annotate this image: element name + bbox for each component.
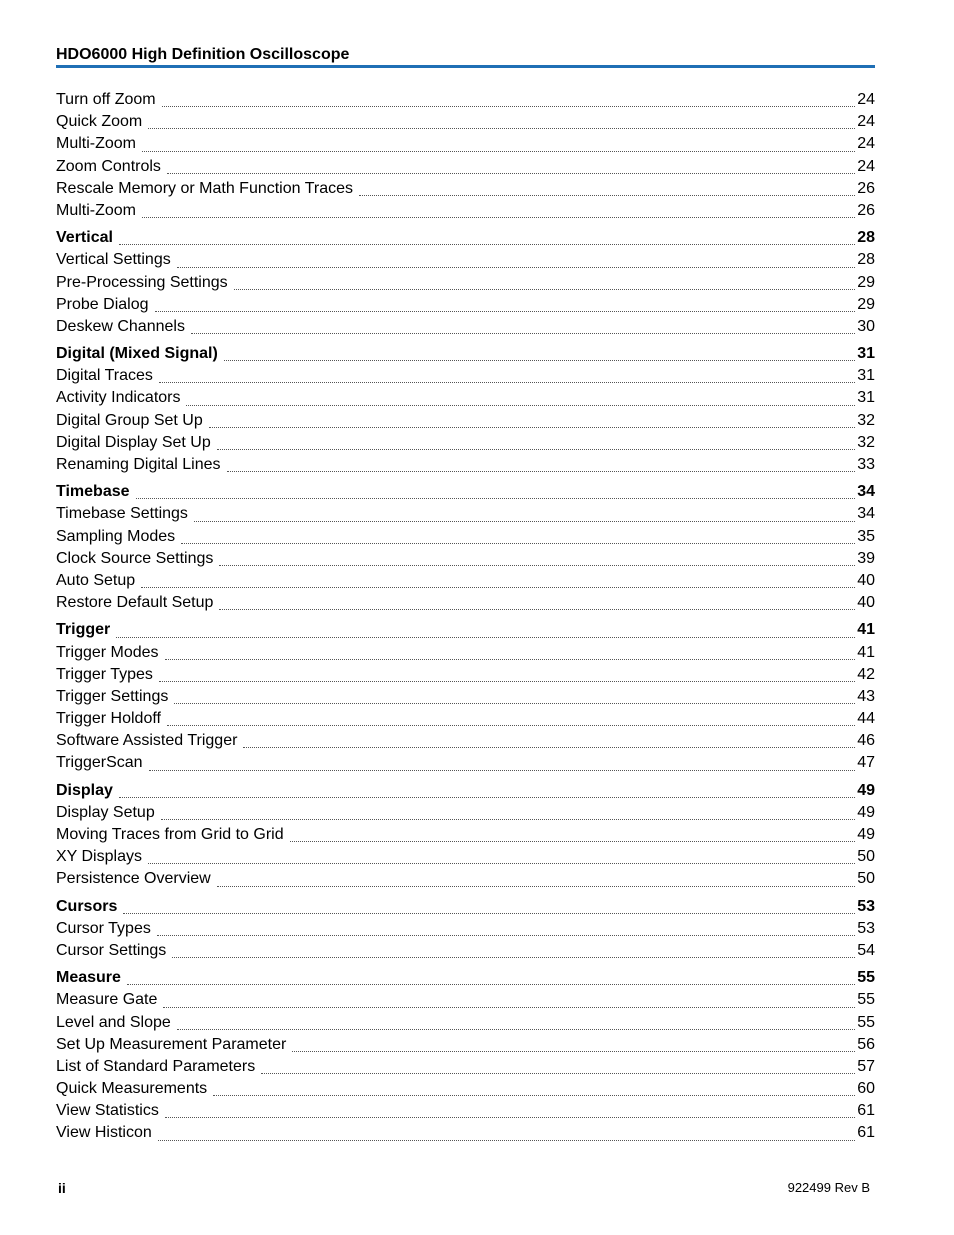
toc-entry-label: Cursor Types [56, 919, 151, 937]
toc-entry-label: Digital Display Set Up [56, 433, 211, 451]
toc-entry-page-number: 46 [857, 732, 875, 750]
toc-entry-page-number: 49 [857, 826, 875, 843]
dot-leader [136, 481, 858, 503]
dot-leader [142, 133, 857, 155]
toc-entry-page-number: 49 [857, 781, 875, 799]
toc-entry[interactable] [56, 526, 875, 548]
toc-entry[interactable] [56, 178, 875, 200]
toc-entry-label: Digital Group Set Up [56, 411, 203, 429]
toc-section-entry[interactable] [56, 619, 875, 641]
toc-entry-page-number: 55 [857, 991, 875, 1009]
toc-entry-page-number: 50 [857, 848, 875, 866]
dot-leader [159, 365, 857, 387]
toc-entry-label: Quick Zoom [56, 113, 143, 131]
toc-entry-label: Probe Dialog [56, 295, 149, 313]
toc-entry[interactable] [56, 387, 875, 409]
dot-leader [127, 967, 857, 989]
toc-entry-label: Trigger Settings [56, 687, 169, 705]
toc-entry-page-number: 61 [857, 1124, 875, 1142]
toc-entry-label: List of Standard Parameters [56, 1057, 256, 1075]
toc-section-entry[interactable] [56, 343, 875, 365]
toc-entry[interactable] [56, 156, 875, 178]
toc-entry-page-number: 34 [857, 483, 875, 501]
toc-group [56, 967, 875, 1145]
toc-entry-page-number: 28 [857, 229, 875, 247]
toc-entry-label: Persistence Overview [56, 870, 211, 888]
toc-entry-page-number: 53 [857, 897, 875, 915]
toc-entry-page-number: 26 [857, 201, 875, 219]
toc-group [56, 343, 875, 476]
dot-leader [191, 316, 857, 338]
dot-leader [155, 294, 858, 316]
toc-entry-label: Measure Gate [56, 991, 158, 1009]
toc-entry[interactable] [56, 1100, 875, 1122]
dot-leader [167, 708, 857, 730]
toc-entry-page-number: 31 [857, 345, 875, 363]
toc-entry-page-number: 42 [857, 665, 875, 683]
dot-leader [186, 387, 857, 409]
toc-entry-page-number: 35 [857, 527, 875, 545]
header-rule [56, 65, 875, 68]
toc-entry-page-number: 50 [857, 870, 875, 888]
dot-leader [219, 592, 857, 614]
toc-group [56, 481, 875, 614]
toc-entry-page-number: 55 [857, 1013, 875, 1031]
toc-entry-label: Vertical [56, 229, 113, 247]
toc-group [56, 780, 875, 891]
toc-entry-label: Zoom Controls [56, 157, 161, 175]
toc-entry-label: Trigger Holdoff [56, 710, 161, 728]
toc-entry-page-number: 33 [857, 456, 875, 473]
dot-leader [116, 619, 857, 641]
toc-entry[interactable] [56, 664, 875, 686]
page-header-title: HDO6000 High Definition Oscilloscope [56, 46, 350, 63]
toc-entry-label: Restore Default Setup [56, 594, 214, 612]
toc-group [56, 896, 875, 963]
dot-leader [359, 178, 857, 200]
toc-entry[interactable] [56, 365, 875, 387]
dot-leader [227, 454, 858, 476]
dot-leader [194, 503, 857, 525]
toc-entry-label: TriggerScan [56, 754, 143, 772]
dot-leader [181, 526, 857, 548]
dot-leader [217, 432, 857, 454]
toc-entry-page-number: 30 [857, 317, 875, 335]
dot-leader [165, 642, 858, 664]
toc-entry[interactable] [56, 454, 875, 476]
toc-entry-label: Pre-Processing Settings [56, 273, 228, 291]
toc-section-entry[interactable] [56, 481, 875, 503]
dot-leader [141, 570, 857, 592]
toc-entry[interactable] [56, 940, 875, 962]
toc-entry-label: View Histicon [56, 1124, 152, 1142]
toc-entry-page-number: 24 [857, 135, 875, 153]
toc-entry-label: Renaming Digital Lines [56, 456, 221, 473]
toc-entry-page-number: 43 [857, 687, 875, 705]
dot-leader [243, 730, 857, 752]
toc-entry-label: Vertical Settings [56, 251, 171, 269]
dot-leader [177, 249, 857, 271]
toc-group [56, 227, 875, 338]
toc-entry-page-number: 24 [857, 157, 875, 175]
toc-entry-page-number: 40 [857, 594, 875, 612]
toc-entry[interactable] [56, 642, 875, 664]
toc-entry-label: View Statistics [56, 1102, 159, 1120]
toc-entry-label: Set Up Measurement Parameter [56, 1035, 287, 1053]
dot-leader [149, 752, 858, 774]
dot-leader [209, 410, 857, 432]
toc-entry[interactable] [56, 752, 875, 774]
toc-entry[interactable] [56, 730, 875, 752]
toc-entry-label: Level and Slope [56, 1013, 171, 1031]
toc-entry-label: Rescale Memory or Math Function Traces [56, 179, 353, 197]
dot-leader [142, 200, 857, 222]
dot-leader [167, 156, 857, 178]
toc-group [56, 89, 875, 222]
dot-leader [159, 664, 857, 686]
toc-entry-label: Multi-Zoom [56, 135, 137, 153]
dot-leader [162, 89, 858, 111]
dot-leader [148, 111, 857, 133]
toc-entry[interactable] [56, 918, 875, 940]
toc-entry-page-number: 32 [857, 433, 875, 451]
toc-entry-label: Activity Indicators [56, 389, 181, 407]
toc-entry[interactable] [56, 111, 875, 133]
toc-entry-label: Software Assisted Trigger [56, 732, 238, 750]
toc-entry[interactable] [56, 570, 875, 592]
toc-entry-page-number: 47 [857, 754, 875, 772]
toc-entry[interactable] [56, 1122, 875, 1144]
toc-entry-label: Digital (Mixed Signal) [56, 345, 218, 363]
toc-entry[interactable] [56, 868, 875, 890]
toc-entry[interactable] [56, 548, 875, 570]
toc-entry[interactable] [56, 1056, 875, 1078]
toc-entry-label: Cursor Settings [56, 941, 167, 959]
toc-entry[interactable] [56, 1034, 875, 1056]
toc-entry-page-number: 29 [857, 273, 875, 291]
toc-entry-label: Deskew Channels [56, 317, 185, 335]
toc-entry-page-number: 24 [857, 91, 875, 108]
toc-entry-page-number: 60 [857, 1080, 875, 1098]
toc-entry[interactable] [56, 802, 875, 824]
toc-entry[interactable] [56, 316, 875, 338]
toc-entry[interactable] [56, 1012, 875, 1034]
toc-entry-label: Timebase [56, 483, 130, 501]
toc-entry-page-number: 49 [857, 803, 875, 821]
dot-leader [219, 548, 857, 570]
toc-entry[interactable] [56, 432, 875, 454]
toc-entry[interactable] [56, 249, 875, 271]
dot-leader [119, 780, 857, 802]
toc-entry-page-number: 31 [857, 389, 875, 407]
dot-leader [234, 272, 858, 294]
toc-entry-page-number: 44 [857, 710, 875, 728]
dot-leader [217, 868, 857, 890]
dot-leader [177, 1012, 857, 1034]
dot-leader [292, 1034, 857, 1056]
toc-entry-label: Quick Measurements [56, 1080, 208, 1098]
toc-entry-label: Moving Traces from Grid to Grid [56, 826, 284, 843]
toc-entry-page-number: 41 [857, 621, 875, 639]
toc-entry-label: Sampling Modes [56, 527, 176, 545]
toc-entry[interactable] [56, 89, 875, 111]
dot-leader [123, 896, 857, 918]
toc-section-entry[interactable] [56, 896, 875, 918]
dot-leader [261, 1056, 857, 1078]
dot-leader [158, 1122, 857, 1144]
toc-entry-page-number: 24 [857, 113, 875, 131]
toc-entry[interactable] [56, 708, 875, 730]
toc-entry-page-number: 53 [857, 919, 875, 937]
toc-entry-label: Trigger Modes [56, 643, 159, 661]
dot-leader [157, 918, 857, 940]
toc-entry[interactable] [56, 133, 875, 155]
dot-leader [161, 802, 857, 824]
toc-entry-page-number: 55 [857, 969, 875, 987]
toc-entry-page-number: 28 [857, 251, 875, 269]
toc-entry-label: Multi-Zoom [56, 201, 137, 219]
toc-entry-label: Clock Source Settings [56, 549, 214, 567]
toc-entry-label: Display Setup [56, 803, 155, 821]
toc-entry-label: Timebase Settings [56, 505, 188, 523]
toc-section-entry[interactable] [56, 780, 875, 802]
toc-entry-page-number: 39 [857, 549, 875, 567]
dot-leader [172, 940, 857, 962]
table-of-contents [56, 89, 875, 1150]
toc-entry-page-number: 34 [857, 505, 875, 523]
toc-section-entry[interactable] [56, 967, 875, 989]
toc-entry-label: Digital Traces [56, 367, 153, 385]
toc-entry[interactable] [56, 592, 875, 614]
toc-entry-label: Trigger Types [56, 665, 153, 683]
toc-entry-page-number: 41 [857, 643, 875, 661]
toc-entry[interactable] [56, 294, 875, 316]
toc-entry-label: XY Displays [56, 848, 142, 866]
toc-entry-page-number: 32 [857, 411, 875, 429]
toc-entry-label: Cursors [56, 897, 118, 915]
dot-leader [213, 1078, 857, 1100]
toc-entry-label: Measure [56, 969, 121, 987]
dot-leader [224, 343, 857, 365]
dot-leader [290, 824, 858, 846]
toc-entry[interactable] [56, 824, 875, 846]
dot-leader [163, 989, 857, 1011]
toc-entry-label: Display [56, 781, 113, 799]
toc-entry[interactable] [56, 410, 875, 432]
toc-entry-label: Trigger [56, 621, 111, 639]
toc-entry-page-number: 40 [857, 571, 875, 589]
toc-entry-page-number: 31 [857, 367, 875, 385]
toc-entry-page-number: 61 [857, 1102, 875, 1120]
toc-entry-page-number: 57 [857, 1057, 875, 1075]
toc-entry-page-number: 26 [857, 179, 875, 197]
dot-leader [174, 686, 857, 708]
toc-entry[interactable] [56, 989, 875, 1011]
document-id: 922499 Rev B [787, 1180, 870, 1195]
toc-entry-page-number: 54 [857, 941, 875, 959]
toc-entry[interactable] [56, 272, 875, 294]
toc-entry[interactable] [56, 503, 875, 525]
toc-entry-label: Auto Setup [56, 571, 136, 589]
dot-leader [165, 1100, 857, 1122]
toc-entry[interactable] [56, 686, 875, 708]
toc-entry-label: Turn off Zoom [56, 91, 156, 108]
toc-entry-page-number: 56 [857, 1035, 875, 1053]
toc-entry[interactable] [56, 1078, 875, 1100]
toc-entry-page-number: 29 [857, 295, 875, 313]
toc-entry[interactable] [56, 846, 875, 868]
page-number: ii [58, 1180, 66, 1196]
dot-leader [148, 846, 857, 868]
dot-leader [119, 227, 857, 249]
toc-section-entry[interactable] [56, 227, 875, 249]
toc-group [56, 619, 875, 774]
toc-entry[interactable] [56, 200, 875, 222]
